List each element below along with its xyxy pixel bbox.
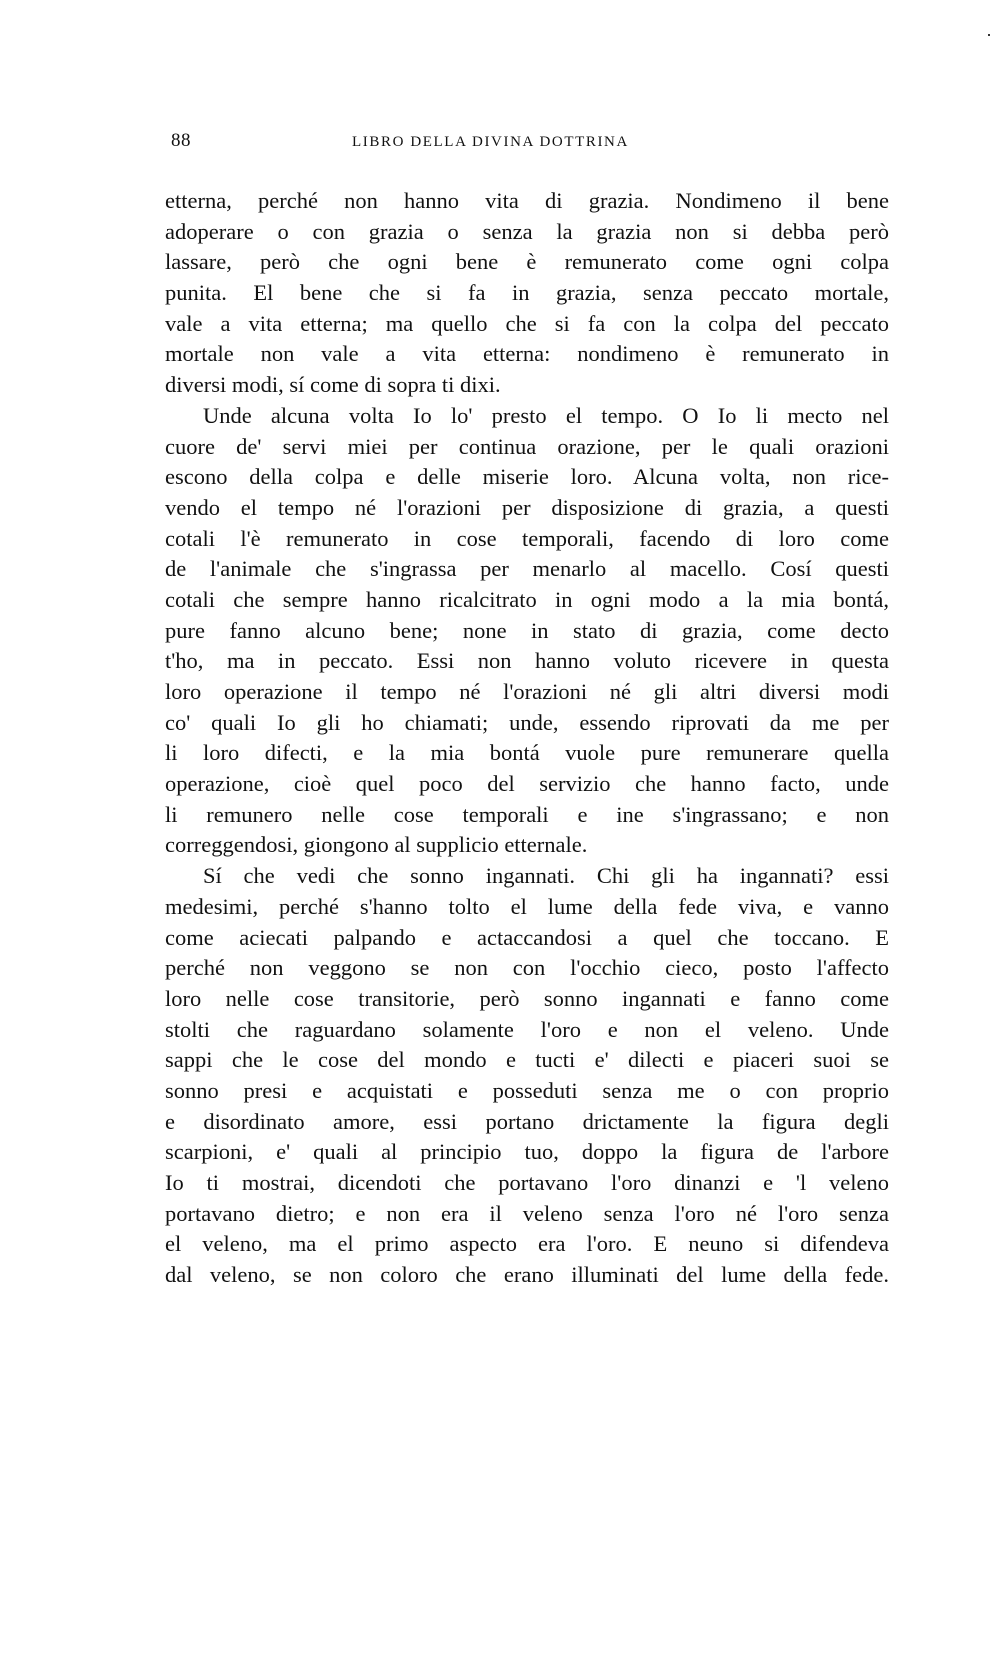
text-line: escono della colpa e delle miserie loro. Alcuna volta, non rice-: [165, 464, 889, 490]
text-line: perché non veggono se non con l'occhio cieco, posto l'affecto: [165, 955, 889, 981]
text-line: stolti che raguardano solamente l'oro e non el veleno. Unde: [165, 1016, 889, 1042]
text-line: pure fanno alcuno bene; none in stato di grazia, come decto: [165, 617, 889, 643]
text-line: Unde alcuna volta Io lo' presto el tempo. O Io li mecto nel: [203, 402, 889, 428]
text-line: co' quali Io gli ho chiamati; unde, essendo riprovati da me per: [165, 709, 889, 735]
text-line: diversi modi, sí come di sopra ti dixi.: [165, 372, 501, 398]
text-line: t'ho, ma in peccato. Essi non hanno voluto ricevere in questa: [165, 648, 889, 674]
text-line: li remunero nelle cose temporali e ine s'ingrassano; e non: [165, 801, 889, 827]
text-line: el veleno, ma el primo aspecto era l'oro. E neuno si difendeva: [165, 1231, 889, 1257]
text-line: e disordinato amore, essi portano drictamente la figura degli: [165, 1108, 889, 1134]
text-line: vale a vita etterna; ma quello che si fa con la colpa del peccato: [165, 310, 889, 336]
text-line: punita. El bene che si fa in grazia, senza peccato mortale,: [165, 280, 889, 306]
text-line: dal veleno, se non coloro che erano illuminati del lume della fede.: [165, 1262, 889, 1288]
paragraph-1: [165, 186, 889, 401]
text-line: cotali l'è remunerato in cose temporali, facendo di loro come: [165, 525, 889, 551]
text-line: etterna, perché non hanno vita di grazia. Nondimeno il bene: [165, 188, 889, 213]
text-line: loro operazione il tempo né l'orazioni né gli altri diversi modi: [165, 679, 889, 704]
text-line: come aciecati palpando e actaccandosi a quel che toccano. E: [165, 924, 889, 950]
text-line: operazione, cioè quel poco del servizio che hanno facto, unde: [165, 771, 889, 797]
text-line: correggendosi, giongono al supplicio etternale.: [165, 832, 588, 858]
text-line: vendo el tempo né l'orazioni per disposizione di grazia, a questi: [165, 494, 889, 520]
paragraph-2: [165, 401, 889, 861]
text-line: mortale non vale a vita etterna: nondimeno è remunerato in: [165, 341, 889, 367]
page-number: 88: [171, 130, 191, 151]
text-line: sonno presi e acquistati e posseduti senza me o con proprio: [165, 1077, 889, 1103]
text-line: portavano dietro; e non era il veleno senza l'oro né l'oro senza: [165, 1200, 889, 1226]
text-line: li loro difecti, e la mia bontá vuole pure remunerare quella: [165, 740, 889, 766]
text-line: Io ti mostrai, dicendoti che portavano l'oro dinanzi e 'l veleno: [165, 1170, 889, 1195]
text-line: loro nelle cose transitorie, però sonno ingannati e fanno come: [165, 985, 889, 1011]
text-line: lassare, però che ogni bene è remunerato come ogni colpa: [165, 249, 889, 275]
text-line: adoperare o con grazia o senza la grazia non si debba però: [165, 218, 889, 244]
text-line: medesimi, perché s'hanno tolto el lume della fede viva, e vanno: [165, 893, 889, 919]
paragraph-3: [165, 861, 889, 1291]
text-line: cuore de' servi miei per continua orazione, per le quali orazioni: [165, 433, 889, 459]
running-head: LIBRO DELLA DIVINA DOTTRINA: [352, 134, 629, 150]
text-line: cotali che sempre hanno ricalcitrato in ogni modo a la mia bontá,: [165, 586, 889, 612]
text-line: Sí che vedi che sonno ingannati. Chi gli ha ingannati? essi: [203, 863, 889, 889]
text-line: sappi che le cose del mondo e tucti e' dilecti e piaceri suoi se: [165, 1047, 889, 1073]
text-line: scarpioni, e' quali al principio tuo, doppo la figura de l'arbore: [165, 1139, 889, 1165]
text-line: de l'animale che s'ingrassa per menarlo al macello. Cosí questi: [165, 556, 889, 582]
body-text: [165, 186, 889, 1291]
scan-speck: [988, 34, 990, 36]
